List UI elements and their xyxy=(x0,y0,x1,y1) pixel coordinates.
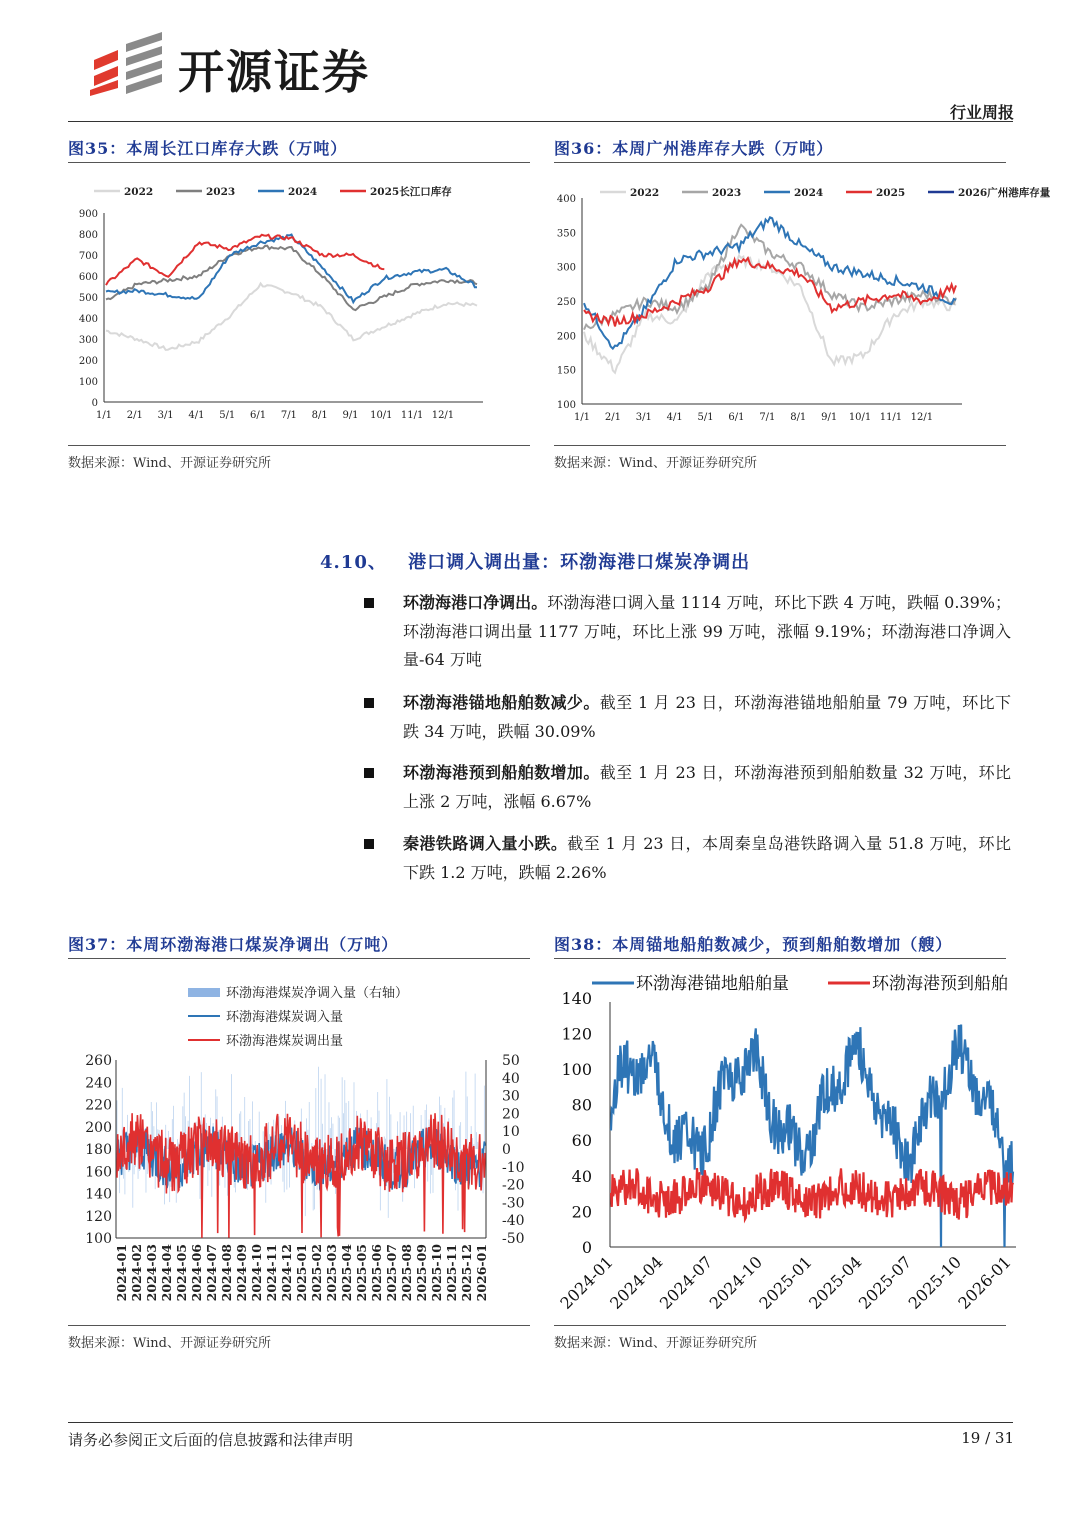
fig35-bottom-rule xyxy=(68,445,530,446)
fig37-title: 图37：本周环渤海港口煤炭净调出（万吨） xyxy=(68,935,399,954)
y-tick-label: 100 xyxy=(556,400,576,411)
fig36-chart xyxy=(548,170,1051,440)
legend-label: 2025 xyxy=(876,187,906,199)
x-tick-label: 2026-01 xyxy=(954,1252,1015,1313)
x-tick-label: 1/1 xyxy=(95,410,113,421)
y2-tick-label: -10 xyxy=(502,1159,525,1176)
legend-label: 环渤海港锚地船舶量 xyxy=(636,974,789,994)
y-tick-label: 300 xyxy=(556,262,576,274)
x-tick-label: 2024-08 xyxy=(219,1244,234,1302)
x-tick-label: 1/1 xyxy=(573,412,591,423)
y-tick-label: 600 xyxy=(78,272,98,283)
series-line xyxy=(611,1168,1013,1220)
x-tick-label: 2024-10 xyxy=(249,1244,264,1302)
bullet-body: 截至 1 月 23 日，环渤海港预到船舶数量 32 万吨，环比上涨 2 万吨，涨幅 6.67% xyxy=(403,763,1011,811)
x-tick-label: 11/1 xyxy=(879,412,903,423)
legend-swatch xyxy=(188,988,220,997)
x-tick-label: 2025-03 xyxy=(324,1244,339,1302)
fig37-bottom-rule xyxy=(68,1325,530,1326)
x-tick-label: 2025-08 xyxy=(399,1244,414,1302)
fig35-title: 图35：本周长江口库存大跌（万吨） xyxy=(68,139,348,158)
x-tick-label: 2025-04 xyxy=(339,1244,354,1302)
x-tick-label: 6/1 xyxy=(250,410,267,421)
y-tick-label: 250 xyxy=(556,297,576,308)
fig35-source: 数据来源：Wind、开源证券研究所 xyxy=(68,456,271,471)
bullet-body: 截至 1 月 23 日，本周秦皇岛港铁路调入量 51.8 万吨，环比下跌 1.2 万吨，跌幅 2.26% xyxy=(403,834,1011,882)
bullet-marker xyxy=(364,698,374,708)
x-tick-label: 2024-10 xyxy=(705,1252,767,1313)
fig38-top-rule xyxy=(554,958,1006,959)
y2-tick-label: 0 xyxy=(502,1142,511,1158)
x-tick-label: 2024-07 xyxy=(204,1244,219,1302)
footer-divider xyxy=(68,1422,1013,1423)
legend-label: 环渤海港预到船舶 xyxy=(872,974,1008,994)
y2-tick-label: 20 xyxy=(502,1106,520,1123)
x-tick-label: 9/1 xyxy=(821,412,838,423)
x-tick-label: 2/1 xyxy=(126,410,143,421)
x-tick-label: 2024-03 xyxy=(144,1244,159,1302)
y2-tick-label: 50 xyxy=(502,1053,520,1069)
x-tick-label: 7/1 xyxy=(280,410,297,421)
fig35-chart xyxy=(68,170,530,440)
x-tick-label: 2024-11 xyxy=(264,1244,279,1302)
y-tick-label: 80 xyxy=(571,1095,592,1115)
x-tick-label: 10/1 xyxy=(848,412,872,423)
x-tick-label: 2024-04 xyxy=(159,1244,174,1302)
y-tick-label: 300 xyxy=(78,335,98,346)
legend-label: 环渤海港煤炭调入量 xyxy=(226,1010,344,1025)
y-tick-label: 100 xyxy=(78,377,98,388)
fig38-source: 数据来源：Wind、开源证券研究所 xyxy=(554,1336,757,1351)
bullet-paragraph xyxy=(403,830,1011,887)
bullet-marker xyxy=(364,598,374,608)
footer-disclaimer: 请务必参阅正文后面的信息披露和法律声明 xyxy=(68,1431,354,1449)
bullet-lead: 环渤海港预到船舶数增加。 xyxy=(403,763,600,782)
y-tick-label: 120 xyxy=(561,1024,592,1044)
series-line xyxy=(106,235,477,303)
y-tick-label: 400 xyxy=(556,194,576,205)
x-tick-label: 2024-01 xyxy=(114,1244,129,1302)
y-tick-label: 60 xyxy=(571,1131,592,1151)
y-tick-label: 240 xyxy=(85,1075,112,1092)
x-tick-label: 2025-07 xyxy=(384,1244,399,1302)
fig38-chart xyxy=(548,962,1018,1322)
y2-tick-label: 30 xyxy=(502,1088,520,1105)
x-tick-label: 6/1 xyxy=(728,412,745,423)
legend-label: 环渤海港煤炭净调入量（右轴） xyxy=(226,986,409,1001)
x-tick-label: 7/1 xyxy=(759,412,776,423)
y-tick-label: 100 xyxy=(561,1060,592,1079)
legend-label: 2024 xyxy=(288,186,318,198)
x-tick-label: 2024-02 xyxy=(129,1244,144,1302)
y-tick-label: 20 xyxy=(571,1202,592,1222)
bullet-body: 环渤海港口调入量 1114 万吨，环比下跌 4 万吨，跌幅 0.39%；环渤海港口调出量 1177 万吨，环比上涨 99 万吨，涨幅 9.19%；环渤海港口净调入量-64 万吨 xyxy=(403,593,1011,669)
x-tick-label: 2024-09 xyxy=(234,1244,249,1302)
bullet-body: 截至 1 月 23 日，环渤海港锚地船舶量 79 万吨，环比下跌 34 万吨，跌幅 30.09% xyxy=(403,693,1011,741)
x-tick-label: 2025-07 xyxy=(854,1252,916,1313)
x-tick-label: 11/1 xyxy=(400,410,424,421)
series-line xyxy=(106,246,477,310)
y-tick-label: 200 xyxy=(78,356,98,367)
y-tick-label: 150 xyxy=(556,365,576,377)
bullet-paragraph xyxy=(403,689,1011,746)
y-tick-label: 180 xyxy=(85,1142,112,1158)
page-number: 19 / 31 xyxy=(961,1429,1014,1447)
x-tick-label: 2024-06 xyxy=(189,1244,204,1302)
y-tick-label: 40 xyxy=(571,1166,592,1186)
legend-label: 环渤海港煤炭调出量 xyxy=(226,1034,344,1049)
fig38-title: 图38：本周锚地船舶数减少，预到船舶数增加（艘） xyxy=(554,935,953,954)
x-tick-label: 2025-12 xyxy=(459,1244,474,1302)
legend-label: 2022 xyxy=(630,187,660,199)
y-tick-label: 0 xyxy=(581,1238,592,1257)
fig36-top-rule xyxy=(554,162,1006,163)
x-tick-label: 2025-10 xyxy=(429,1244,444,1302)
x-tick-label: 5/1 xyxy=(219,410,236,421)
fig36-title: 图36：本周广州港库存大跌（万吨） xyxy=(554,139,834,158)
x-tick-label: 2024-01 xyxy=(556,1252,617,1313)
x-tick-label: 2025-04 xyxy=(805,1252,866,1313)
legend-label: 2026广州港库存量 xyxy=(958,187,1051,199)
bullet-paragraph xyxy=(403,589,1011,675)
fig37-source: 数据来源：Wind、开源证券研究所 xyxy=(68,1336,271,1351)
x-tick-label: 8/1 xyxy=(790,412,807,423)
y2-tick-label: -30 xyxy=(502,1195,525,1212)
x-tick-label: 2/1 xyxy=(604,412,621,423)
x-tick-label: 2025-06 xyxy=(369,1244,384,1302)
bullet-lead: 环渤海港口净调出。 xyxy=(403,593,548,612)
y-tick-label: 0 xyxy=(91,398,98,409)
legend-label: 2025长江口库存 xyxy=(370,186,452,198)
bullet-marker xyxy=(364,839,374,849)
x-tick-label: 5/1 xyxy=(697,412,714,423)
bullet-lead: 秦港铁路调入量小跌。 xyxy=(403,834,568,853)
series-line xyxy=(106,235,384,285)
fig36-source: 数据来源：Wind、开源证券研究所 xyxy=(554,456,757,471)
header-divider xyxy=(68,121,1013,122)
y2-tick-label: -40 xyxy=(502,1213,525,1230)
fig37-top-rule xyxy=(68,958,530,959)
x-tick-label: 4/1 xyxy=(666,412,683,423)
company-logo xyxy=(88,30,166,96)
legend-label: 2023 xyxy=(206,186,236,198)
y-tick-label: 200 xyxy=(85,1119,112,1136)
y2-tick-label: -20 xyxy=(502,1177,525,1194)
x-tick-label: 2025-02 xyxy=(309,1244,324,1302)
x-tick-label: 3/1 xyxy=(635,412,652,423)
legend-label: 2024 xyxy=(794,187,824,199)
y-tick-label: 140 xyxy=(561,988,592,1008)
y-tick-label: 700 xyxy=(78,251,98,262)
x-tick-label: 2026-01 xyxy=(474,1244,489,1302)
fig35-top-rule xyxy=(68,162,530,163)
section-number: 4.10、 xyxy=(320,552,387,573)
y-tick-label: 900 xyxy=(78,209,98,220)
y2-tick-label: 40 xyxy=(502,1070,520,1087)
y-tick-label: 500 xyxy=(78,293,98,304)
y-tick-label: 400 xyxy=(78,314,98,325)
y-tick-label: 260 xyxy=(85,1053,112,1069)
report-type: 行业周报 xyxy=(949,103,1014,122)
company-name: 开源证券 xyxy=(178,45,370,99)
y-tick-label: 100 xyxy=(85,1231,112,1247)
section-title: 港口调入调出量：环渤海港口煤炭净调出 xyxy=(408,552,751,573)
series-line xyxy=(584,217,956,348)
y-tick-label: 140 xyxy=(85,1186,112,1203)
x-tick-label: 2025-09 xyxy=(414,1244,429,1302)
series-line xyxy=(584,256,956,373)
y-tick-label: 200 xyxy=(556,331,576,343)
legend-label: 2022 xyxy=(124,186,154,198)
x-tick-label: 2025-05 xyxy=(354,1244,369,1302)
fig36-bottom-rule xyxy=(554,445,1006,446)
y-tick-label: 160 xyxy=(85,1164,112,1181)
y2-tick-label: -50 xyxy=(502,1231,525,1247)
x-tick-label: 2025-10 xyxy=(904,1252,966,1313)
bullet-lead: 环渤海港锚地船舶数减少。 xyxy=(403,693,600,712)
x-tick-label: 9/1 xyxy=(342,410,359,421)
legend-label: 2023 xyxy=(712,187,742,199)
y-tick-label: 120 xyxy=(85,1208,112,1225)
x-tick-label: 2024-12 xyxy=(279,1244,294,1302)
x-tick-label: 12/1 xyxy=(431,410,455,421)
y2-tick-label: 10 xyxy=(502,1124,520,1141)
fig38-bottom-rule xyxy=(554,1325,1006,1326)
x-tick-label: 2024-04 xyxy=(606,1252,667,1313)
x-tick-label: 2025-11 xyxy=(444,1244,459,1302)
x-tick-label: 12/1 xyxy=(910,412,934,423)
bullet-marker xyxy=(364,768,374,778)
y-tick-label: 220 xyxy=(85,1097,112,1114)
x-tick-label: 2024-05 xyxy=(174,1244,189,1302)
x-tick-label: 4/1 xyxy=(188,410,205,421)
x-tick-label: 10/1 xyxy=(370,410,393,421)
logo-mark-icon xyxy=(88,30,166,96)
x-tick-label: 3/1 xyxy=(157,410,174,421)
bullet-paragraph xyxy=(403,759,1011,816)
x-tick-label: 8/1 xyxy=(311,410,328,421)
x-tick-label: 2025-01 xyxy=(755,1252,816,1313)
y-tick-label: 800 xyxy=(78,230,98,241)
fig37-chart xyxy=(68,966,530,1322)
y-tick-label: 350 xyxy=(556,228,576,240)
x-tick-label: 2025-01 xyxy=(294,1244,309,1302)
section-heading xyxy=(320,548,750,574)
x-tick-label: 2024-07 xyxy=(655,1252,717,1313)
